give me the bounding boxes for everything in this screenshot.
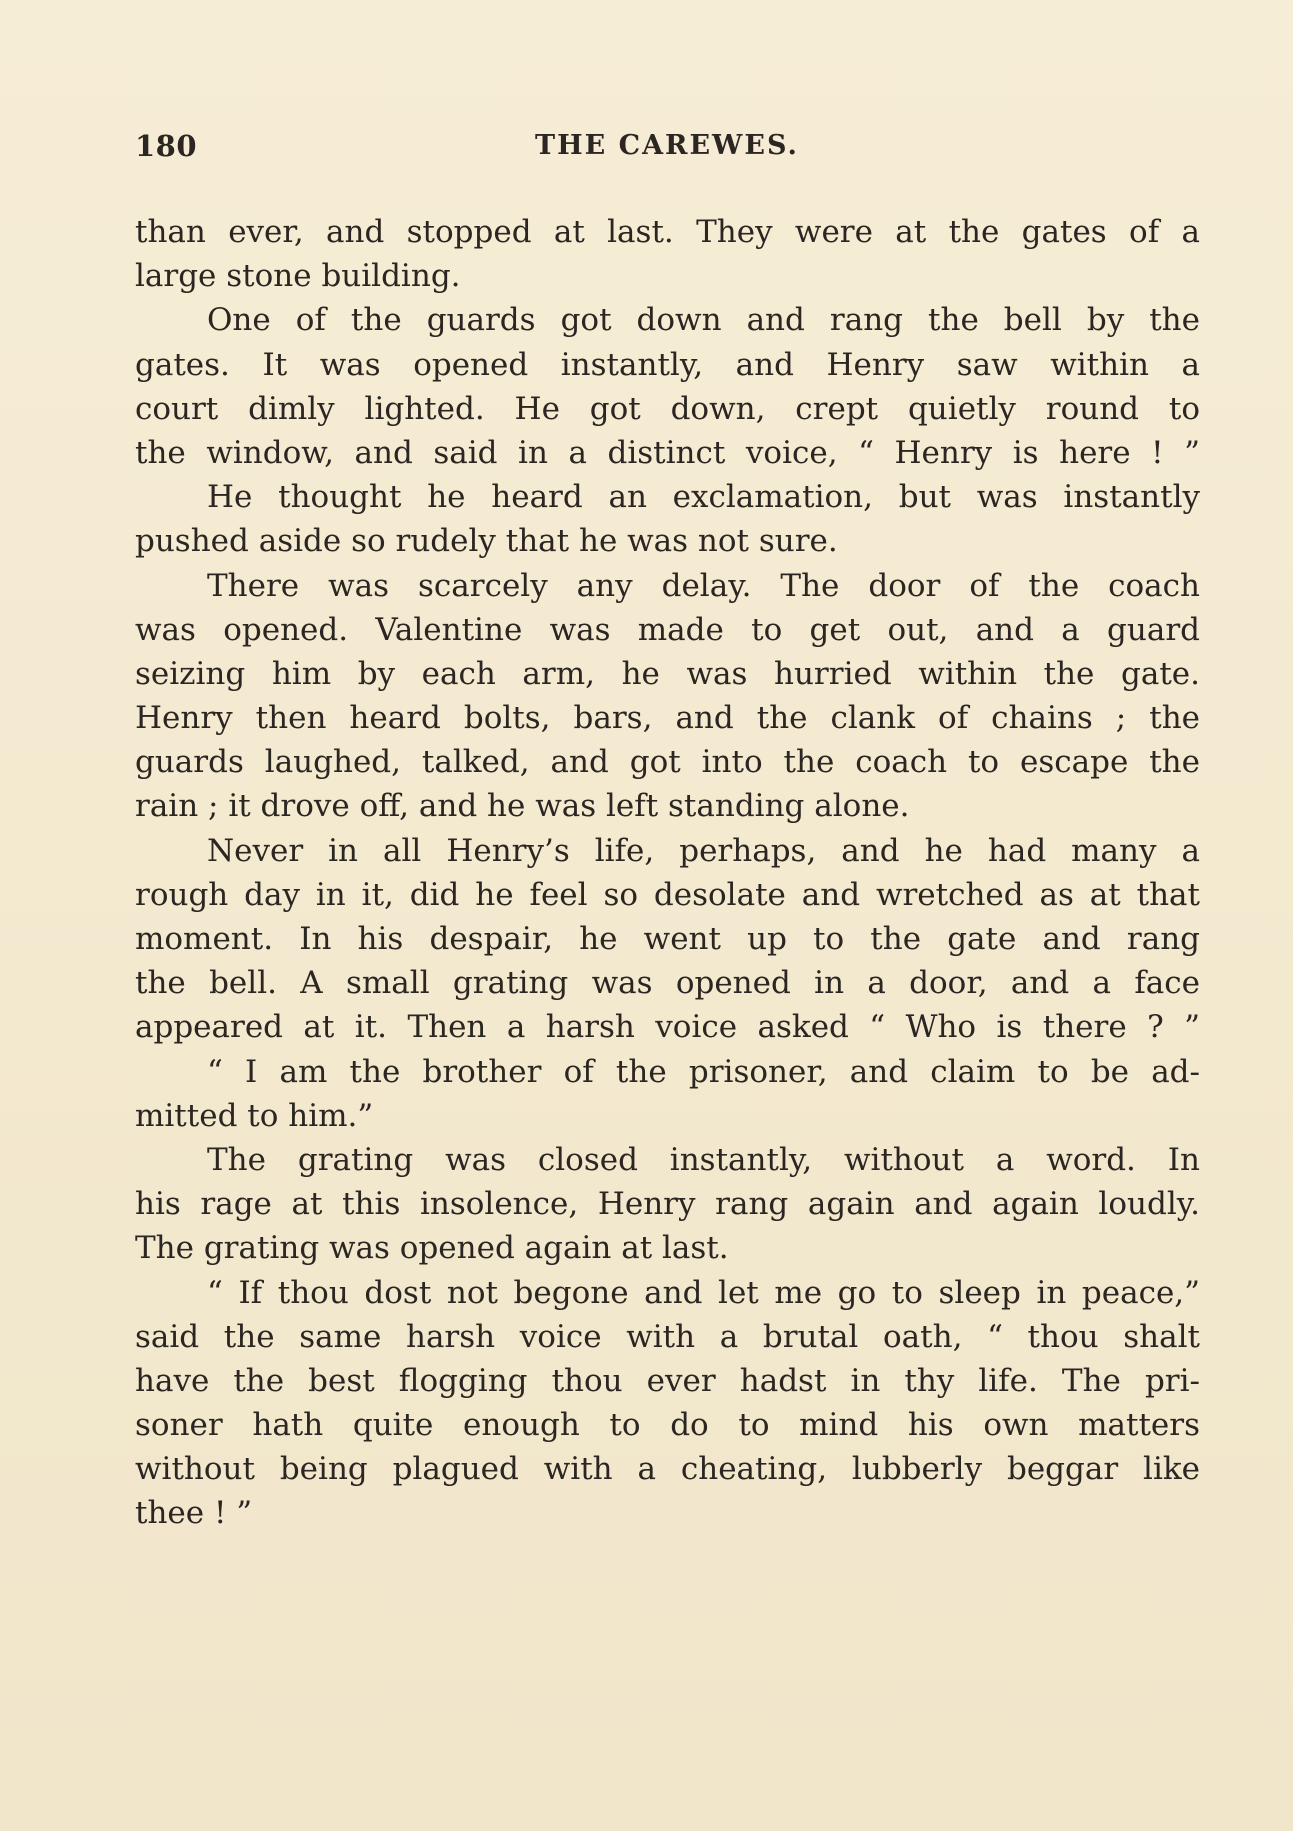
text-line: the window, and said in a distinct voice, “ Henry is here ! ” <box>135 434 1200 471</box>
page-number: 180 <box>135 129 198 163</box>
text-line: large stone building. <box>135 258 461 295</box>
text-line: The grating was opened again at last. <box>135 1230 729 1267</box>
text-line: without being plagued with a cheating, lubberly beggar like <box>135 1451 1200 1488</box>
text-line: said the same harsh voice with a brutal oath, “ thou shalt <box>135 1318 1200 1355</box>
text-line: rain ; it drove off, and he was left standing alone. <box>135 788 910 825</box>
text-line: There was scarcely any delay. The door of the coach <box>207 567 1200 604</box>
page-header <box>135 126 1205 166</box>
text-line: appeared at it. Then a harsh voice asked “ Who is there ? ” <box>135 1009 1200 1046</box>
text-line: One of the guards got down and rang the bell by the <box>207 302 1200 339</box>
text-line: his rage at this insolence, Henry rang again and again loudly. <box>135 1186 1200 1223</box>
text-line: was opened. Valentine was made to get out, and a guard <box>135 611 1200 648</box>
text-line: the bell. A small grating was opened in a door, and a face <box>135 965 1200 1002</box>
running-head: THE CAREWES. <box>535 130 799 161</box>
text-line: court dimly lighted. He got down, crept quietly round to <box>135 390 1200 427</box>
text-line: guards laughed, talked, and got into the coach to escape the <box>135 744 1200 781</box>
text-line: “ I am the brother of the prisoner, and claim to be ad- <box>207 1053 1200 1090</box>
text-line: soner hath quite enough to do to mind his own matters <box>135 1407 1200 1444</box>
text-line: gates. It was opened instantly, and Henry saw within a <box>135 346 1200 383</box>
text-line: than ever, and stopped at last. They were at the gates of a <box>135 214 1200 250</box>
text-line: rough day in it, did he feel so desolate and wretched as at that <box>135 876 1200 913</box>
text-line: “ If thou dost not begone and let me go to sleep in peace,” <box>207 1274 1200 1311</box>
text-line: have the best flogging thou ever hadst in thy life. The pri- <box>135 1362 1200 1399</box>
text-line: He thought he heard an exclamation, but was instantly <box>207 479 1200 516</box>
text-line: pushed aside so rudely that he was not sure. <box>135 523 838 560</box>
text-line: Never in all Henry’s life, perhaps, and he had many a <box>207 832 1200 869</box>
text-line: mitted to him.” <box>135 1097 374 1134</box>
text-line: moment. In his despair, he went up to the gate and rang <box>135 921 1200 957</box>
body-text <box>135 210 1200 1536</box>
text-line: thee ! ” <box>135 1495 253 1532</box>
text-line: The grating was closed instantly, without a word. In <box>207 1141 1200 1178</box>
text-line: Henry then heard bolts, bars, and the clank of chains ; the <box>135 700 1200 737</box>
text-line: seizing him by each arm, he was hurried within the gate. <box>135 655 1200 692</box>
